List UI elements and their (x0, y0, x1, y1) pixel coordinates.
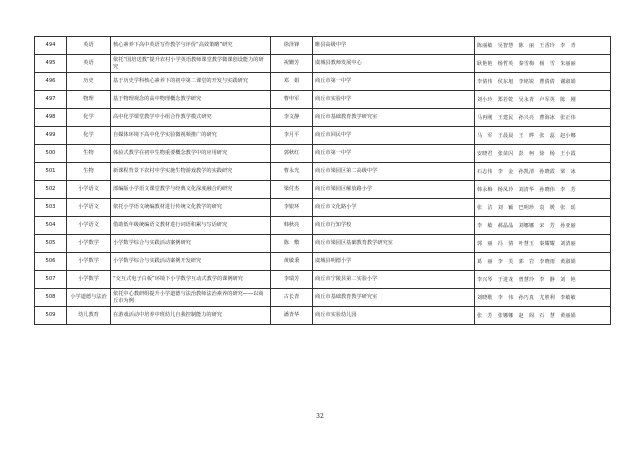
subject-cell: 小学数学 (67, 235, 111, 253)
table-row (35, 253, 611, 271)
unit-cell: 商丘市文化路小学 (313, 199, 475, 217)
row-number: 499 (35, 127, 67, 145)
project-title-cell: 借助低年级统编语文教材进行词语积累与写话研究 (111, 217, 271, 235)
members-cell: 安晓君 张苗闪 彭 柯 徐 杨 王小霞 (475, 145, 611, 163)
project-table-container (34, 36, 610, 325)
table-row (35, 217, 611, 235)
unit-cell: 商丘市实验中学 (313, 91, 475, 109)
members-cell: 张 洁 刘 颖 巴明珍 袁 媛 张 瑶 (475, 199, 611, 217)
row-number: 508 (35, 289, 67, 307)
table-row (35, 127, 611, 145)
table-row (35, 109, 611, 127)
project-title-cell: 核心素养下高中英语写作教学与评价“高效策略”研究 (111, 37, 271, 55)
project-title-cell: 在游戏活动中培养中班幼儿自我控制能力的研究 (111, 307, 271, 325)
unit-cell: 商丘市宁陵县第二实验小学 (313, 271, 475, 289)
subject-cell: 幼儿教育 (67, 307, 111, 325)
subject-cell: 小学道德与法治 (67, 289, 111, 307)
row-number: 500 (35, 145, 67, 163)
unit-cell: 商丘市梁园区解放路小学 (313, 181, 475, 199)
table-row (35, 91, 611, 109)
subject-cell: 小学语文 (67, 199, 111, 217)
leader-cell: 梁付杰 (271, 181, 313, 199)
unit-cell: 商丘市基础教育教学研究室 (313, 109, 475, 127)
leader-cell: 陈 敷 (271, 235, 313, 253)
members-cell: 李倩伟 侯东旭 李铭锐 曹倩倩 谢淑娟 (475, 73, 611, 91)
row-number: 505 (35, 235, 67, 253)
table-row (35, 145, 611, 163)
unit-cell: 商丘市梁园区第二高级中学 (313, 163, 475, 181)
unit-cell: 商丘市实验幼儿园 (313, 307, 475, 325)
project-title-cell: 体验式教学在初中生物重要概念教学中的应用研究 (111, 145, 271, 163)
members-cell: 陈丽敏 吴智慧 陈 丽 王香玲 李 青 (475, 37, 611, 55)
leader-cell: 潘青华 (271, 307, 313, 325)
row-number: 503 (35, 199, 67, 217)
table-row (35, 37, 611, 55)
leader-cell: 韩秋亮 (271, 217, 313, 235)
table-row (35, 289, 611, 307)
leader-cell: 徐泽锋 (271, 37, 313, 55)
members-cell: 李 敏 郝晶晶 刘娜娜 宋 芳 孙亚丽 (475, 217, 611, 235)
project-title-cell: “交互式电子白板”环境下小学数学互动式教学的课例研究 (111, 271, 271, 289)
unit-cell: 商丘市行知学校 (313, 217, 475, 235)
subject-cell: 生物 (67, 145, 111, 163)
subject-cell: 物理 (67, 91, 111, 109)
row-number: 507 (35, 271, 67, 289)
project-title-cell: 部编版小学语文课堂教学与经典文化深度融合的研究 (111, 181, 271, 199)
leader-cell: 黄敏秉 (271, 253, 313, 271)
table-row (35, 271, 611, 289)
project-title-cell: 自媒体环境下高中化学实验微视频推广的研究 (111, 127, 271, 145)
subject-cell: 小学语文 (67, 181, 111, 199)
leader-cell: 郭秋红 (271, 145, 313, 163)
row-number: 498 (35, 109, 67, 127)
members-cell: 刘晓歌 李 伟 孙巧真 尤胜利 李敏敏 (475, 289, 611, 307)
row-number: 501 (35, 163, 67, 181)
page-number: 32 (316, 413, 324, 420)
subject-cell: 化学 (67, 109, 111, 127)
leader-cell: 李银环 (271, 199, 313, 217)
table-row (35, 163, 611, 181)
table-row (35, 181, 611, 199)
members-cell: 郭 丽 冯 倩 叶慧玉 秦耀耀 刘清丽 (475, 235, 611, 253)
subject-cell: 生物 (67, 163, 111, 181)
unit-cell: 虞城县明德小学 (313, 253, 475, 271)
project-table (34, 36, 611, 325)
leader-cell: 祝姗芳 (271, 55, 313, 73)
row-number: 504 (35, 217, 67, 235)
project-title-cell: 新课程背景下农村中学实施生物游戏教学的实践研究 (111, 163, 271, 181)
members-cell: 张 芳 张娜娜 赵 阁 石 慧 黄丽娟 (475, 307, 611, 325)
row-number: 497 (35, 91, 67, 109)
row-number: 506 (35, 253, 67, 271)
members-cell: 葛 丽 李 芙 郭 岩 李晓雨 黄淑娟 (475, 253, 611, 271)
project-title-cell: 依托小学语文统编教材进行传统文化教学的研究 (111, 199, 271, 217)
subject-cell: 小学数学 (67, 253, 111, 271)
project-title-cell: 依托中心教研组提升小学道德与法治教师法治素养的研究——以商丘市为例 (111, 289, 271, 307)
row-number: 495 (35, 55, 67, 73)
row-number: 502 (35, 181, 67, 199)
members-cell: 马再刚 王建民 孙兴亮 曹海冰 张正伟 (475, 109, 611, 127)
members-cell: 李兴琴 于进龙 曾慧玲 李 静 刘 艳 (475, 271, 611, 289)
project-title-cell: 依托“国培送教”提升农村小学英语教师课堂教学微课创设能力的研究 (111, 55, 271, 73)
members-cell: 韩永梅 杨凤玲 刘清华 孙晓伟 李 芳 (475, 181, 611, 199)
project-title-cell: 小学数学综合与实践活动案例开发研究 (111, 253, 271, 271)
project-title-cell: 高中化学课堂教学中小组合作教学模式研究 (111, 109, 271, 127)
subject-cell: 历史 (67, 73, 111, 91)
project-title-cell: 基于历史学科核心素养下的初中第二课堂的开发与实践研究 (111, 73, 271, 91)
leader-cell: 曹申军 (271, 91, 313, 109)
unit-cell: 商丘市梁园区基础教育教学研究室 (313, 235, 475, 253)
row-number: 494 (35, 37, 67, 55)
table-row (35, 307, 611, 325)
unit-cell: 商丘市回民中学 (313, 127, 475, 145)
members-cell: 刘小玲 郑若乾 吴永青 卢军英 陈 刚 (475, 91, 611, 109)
members-cell: 马 军 王晨晨 王 晔 张 蕊 赵小娜 (475, 127, 611, 145)
table-row (35, 235, 611, 253)
subject-cell: 小学语文 (67, 217, 111, 235)
unit-cell: 虞城县教师发展中心 (313, 55, 475, 73)
subject-cell: 英语 (67, 37, 111, 55)
unit-cell: 商丘市基础教育教学研究室 (313, 289, 475, 307)
table-row (35, 73, 611, 91)
subject-cell: 化学 (67, 127, 111, 145)
members-cell: 石志伟 李 金 孙凯清 孙晓霞 梁 冰 (475, 163, 611, 181)
project-title-cell: 小学数学综合与实践活动案例研究 (111, 235, 271, 253)
subject-cell: 英语 (67, 55, 111, 73)
table-row (35, 199, 611, 217)
leader-cell: 李文静 (271, 109, 313, 127)
leader-cell: 李月平 (271, 127, 313, 145)
table-body (35, 37, 611, 325)
subject-cell: 小学数学 (67, 271, 111, 289)
members-cell: 耿艳艳 杨哲英 秦雪梅 杨 雪 朱丽丽 (475, 55, 611, 73)
table-row (35, 55, 611, 73)
project-title-cell: 基于物理观念的高中物理概念教学研究 (111, 91, 271, 109)
leader-cell: 李瑞芳 (271, 271, 313, 289)
leader-cell: 古长青 (271, 289, 313, 307)
unit-cell: 商丘市第一中学 (313, 73, 475, 91)
row-number: 496 (35, 73, 67, 91)
row-number: 509 (35, 307, 67, 325)
unit-cell: 睢县高级中学 (313, 37, 475, 55)
leader-cell: 邓 娟 (271, 73, 313, 91)
leader-cell: 曹永光 (271, 163, 313, 181)
unit-cell: 商丘市第一中学 (313, 145, 475, 163)
